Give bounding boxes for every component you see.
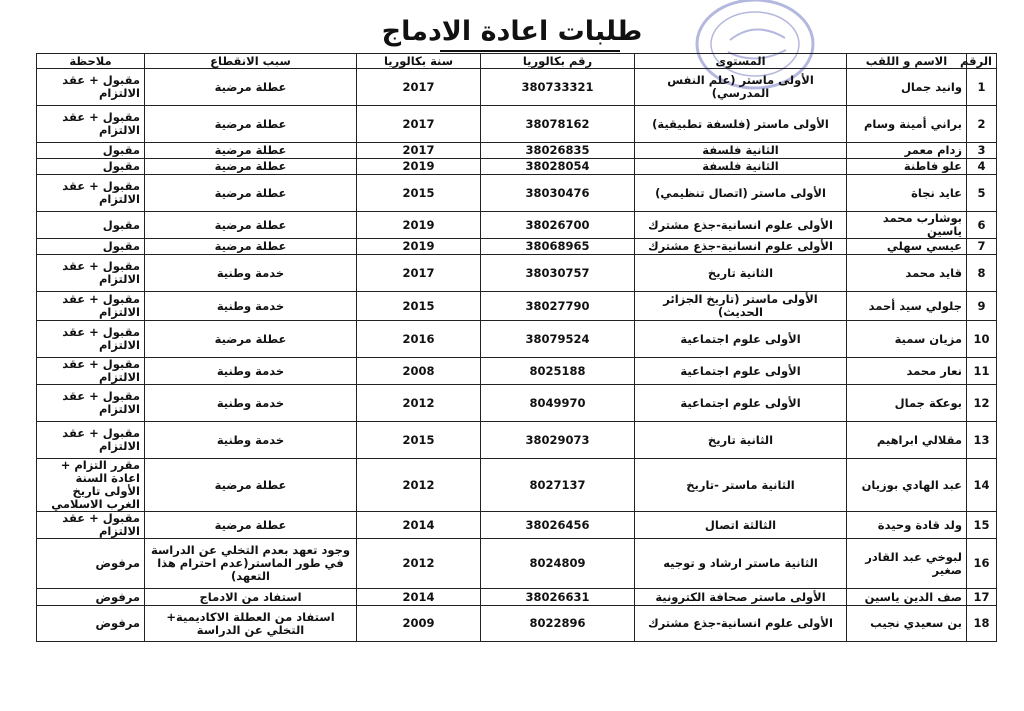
- row-bac-number: 8024809: [481, 539, 635, 589]
- table-row: [37, 239, 997, 255]
- row-note: مقرر التزام + اعادة السنة الأولى تاريخ الغرب الاسلامي: [37, 459, 145, 512]
- row-bac-year: 2015: [357, 292, 481, 321]
- table-row: [37, 358, 997, 385]
- row-level: الثانية ماستر -تاريخ: [635, 459, 847, 512]
- row-note: مقبول + عقد الالتزام: [37, 292, 145, 321]
- table-row: [37, 159, 997, 175]
- row-level: الأولى علوم انسانية-جذع مشترك: [635, 239, 847, 255]
- row-bac-year: 2016: [357, 321, 481, 358]
- title-underline: [440, 50, 620, 52]
- row-number: 14: [967, 459, 997, 512]
- row-note: مقبول: [37, 212, 145, 239]
- row-bac-year: 2019: [357, 212, 481, 239]
- row-bac-year: 2012: [357, 459, 481, 512]
- row-bac-year: 2009: [357, 606, 481, 642]
- row-note: مقبول: [37, 239, 145, 255]
- row-bac-number: 8049970: [481, 385, 635, 422]
- row-bac-year: 2017: [357, 255, 481, 292]
- row-level: الأولى ماستر (اتصال تنظيمي): [635, 175, 847, 212]
- table-row: [37, 459, 997, 512]
- row-name: عيسي سهلي: [847, 239, 967, 255]
- row-number: 13: [967, 422, 997, 459]
- row-reason: استفاد من الادماج: [145, 589, 357, 606]
- row-bac-number: 38030476: [481, 175, 635, 212]
- row-level: الثانية تاريخ: [635, 255, 847, 292]
- row-number: 12: [967, 385, 997, 422]
- row-number: 18: [967, 606, 997, 642]
- row-bac-number: 38030757: [481, 255, 635, 292]
- table-row: [37, 255, 997, 292]
- row-bac-number: 38026631: [481, 589, 635, 606]
- row-name: بوشارب محمد ياسين: [847, 212, 967, 239]
- row-name: براني أمينة وسام: [847, 106, 967, 143]
- row-note: مقبول + عقد الالتزام: [37, 321, 145, 358]
- row-note: مقبول + عقد الالتزام: [37, 69, 145, 106]
- table-row: [37, 321, 997, 358]
- row-note: مقبول: [37, 159, 145, 175]
- table-row: [37, 212, 997, 239]
- header-level: المستوى: [635, 54, 847, 69]
- row-level: الأولى علوم اجتماعية: [635, 321, 847, 358]
- row-note: مرفوض: [37, 589, 145, 606]
- row-bac-number: 8025188: [481, 358, 635, 385]
- row-note: مقبول + عقد الالتزام: [37, 255, 145, 292]
- row-bac-number: 38027790: [481, 292, 635, 321]
- row-bac-year: 2008: [357, 358, 481, 385]
- row-number: 15: [967, 512, 997, 539]
- row-number: 9: [967, 292, 997, 321]
- row-number: 7: [967, 239, 997, 255]
- row-reason: خدمة وطنية: [145, 255, 357, 292]
- row-bac-year: 2015: [357, 175, 481, 212]
- row-number: 4: [967, 159, 997, 175]
- row-reason: استفاد من العطلة الاكاديمية+ التخلي عن الدراسة: [145, 606, 357, 642]
- table-row: [37, 606, 997, 642]
- row-reason: وجود تعهد بعدم التخلي عن الدراسة في طور الماستر(عدم احترام هذا التعهد): [145, 539, 357, 589]
- row-level: الأولى ماستر (علم النفس المدرسي): [635, 69, 847, 106]
- row-bac-number: 8027137: [481, 459, 635, 512]
- row-name: لبوخي عبد القادر صغير: [847, 539, 967, 589]
- row-note: مقبول + عقد الالتزام: [37, 106, 145, 143]
- header-bac-year: سنة بكالوريا: [357, 54, 481, 69]
- row-bac-year: 2017: [357, 69, 481, 106]
- row-name: عايد نجاة: [847, 175, 967, 212]
- row-level: الثانية فلسفة: [635, 143, 847, 159]
- row-bac-number: 380733321: [481, 69, 635, 106]
- row-bac-number: 38028054: [481, 159, 635, 175]
- row-level: الثانية تاريخ: [635, 422, 847, 459]
- row-name: مقلالي ابراهيم: [847, 422, 967, 459]
- row-reason: خدمة وطنية: [145, 385, 357, 422]
- row-reason: خدمة وطنية: [145, 358, 357, 385]
- row-bac-number: 38026456: [481, 512, 635, 539]
- row-note: مقبول + عقد الالتزام: [37, 175, 145, 212]
- row-bac-number: 38029073: [481, 422, 635, 459]
- row-reason: خدمة وطنية: [145, 292, 357, 321]
- row-name: زدام معمر: [847, 143, 967, 159]
- table-row: [37, 143, 997, 159]
- row-reason: عطلة مرضية: [145, 106, 357, 143]
- row-name: جلولي سيد أحمد: [847, 292, 967, 321]
- table-row: [37, 539, 997, 589]
- row-reason: عطلة مرضية: [145, 175, 357, 212]
- row-level: الأولى ماستر صحافة الكترونية: [635, 589, 847, 606]
- row-name: بن سعيدي نجيب: [847, 606, 967, 642]
- row-name: ولد قادة وحيدة: [847, 512, 967, 539]
- table-header-row: [37, 54, 997, 69]
- table-row: [37, 385, 997, 422]
- row-reason: عطلة مرضية: [145, 512, 357, 539]
- row-bac-number: 38026835: [481, 143, 635, 159]
- row-level: الثانية فلسفة: [635, 159, 847, 175]
- row-level: الثالثة اتصال: [635, 512, 847, 539]
- header-note: ملاحظة: [37, 54, 145, 69]
- table-row: [37, 292, 997, 321]
- row-level: الأولى علوم انسانية-جذع مشترك: [635, 212, 847, 239]
- row-reason: عطلة مرضية: [145, 459, 357, 512]
- row-number: 16: [967, 539, 997, 589]
- row-note: مقبول + عقد الالتزام: [37, 512, 145, 539]
- row-bac-year: 2012: [357, 385, 481, 422]
- row-bac-year: 2017: [357, 143, 481, 159]
- table-row: [37, 422, 997, 459]
- header-name: الاسم و اللقب: [847, 54, 967, 69]
- row-bac-number: 38079524: [481, 321, 635, 358]
- header-num: الرقم: [967, 54, 997, 69]
- row-bac-year: 2012: [357, 539, 481, 589]
- row-name: مزيان سمية: [847, 321, 967, 358]
- row-note: مقبول + عقد الالتزام: [37, 358, 145, 385]
- row-reason: عطلة مرضية: [145, 69, 357, 106]
- row-name: وانيد جمال: [847, 69, 967, 106]
- table-row: [37, 175, 997, 212]
- row-number: 2: [967, 106, 997, 143]
- table-row: [37, 512, 997, 539]
- row-note: مقبول: [37, 143, 145, 159]
- row-bac-number: 38068965: [481, 239, 635, 255]
- page-title: طلبات اعادة الادماج: [381, 16, 643, 47]
- row-bac-number: 8022896: [481, 606, 635, 642]
- row-level: الأولى علوم انسانية-جذع مشترك: [635, 606, 847, 642]
- row-bac-year: 2019: [357, 159, 481, 175]
- row-reason: خدمة وطنية: [145, 422, 357, 459]
- row-note: مرفوض: [37, 606, 145, 642]
- row-bac-year: 2017: [357, 106, 481, 143]
- row-note: مقبول + عقد الالتزام: [37, 385, 145, 422]
- row-reason: عطلة مرضية: [145, 239, 357, 255]
- table-row: [37, 69, 997, 106]
- reintegration-requests-table: [36, 53, 997, 642]
- row-name: عبد الهادي بوزيان: [847, 459, 967, 512]
- row-note: مقبول + عقد الالتزام: [37, 422, 145, 459]
- row-reason: عطلة مرضية: [145, 212, 357, 239]
- row-level: الأولى ماستر (فلسفة تطبيقية): [635, 106, 847, 143]
- row-name: علو فاطنة: [847, 159, 967, 175]
- header-bac-number: رقم بكالوريا: [481, 54, 635, 69]
- table-row: [37, 589, 997, 606]
- row-number: 3: [967, 143, 997, 159]
- row-name: صف الدين ياسين: [847, 589, 967, 606]
- row-number: 17: [967, 589, 997, 606]
- row-number: 10: [967, 321, 997, 358]
- table-row: [37, 106, 997, 143]
- row-number: 8: [967, 255, 997, 292]
- row-note: مرفوض: [37, 539, 145, 589]
- row-bac-year: 2015: [357, 422, 481, 459]
- header-reason: سبب الانقطاع: [145, 54, 357, 69]
- row-number: 6: [967, 212, 997, 239]
- row-reason: عطلة مرضية: [145, 321, 357, 358]
- row-bac-year: 2019: [357, 239, 481, 255]
- row-level: الأولى ماستر (تاريخ الجزائر الحديث): [635, 292, 847, 321]
- row-bac-number: 38078162: [481, 106, 635, 143]
- row-number: 1: [967, 69, 997, 106]
- row-level: الأولى علوم اجتماعية: [635, 358, 847, 385]
- row-level: الأولى علوم اجتماعية: [635, 385, 847, 422]
- row-name: قايد محمد: [847, 255, 967, 292]
- row-reason: عطلة مرضية: [145, 159, 357, 175]
- row-bac-number: 38026700: [481, 212, 635, 239]
- row-level: الثانية ماستر ارشاد و توجيه: [635, 539, 847, 589]
- row-number: 11: [967, 358, 997, 385]
- row-number: 5: [967, 175, 997, 212]
- row-bac-year: 2014: [357, 589, 481, 606]
- row-name: نعار محمد: [847, 358, 967, 385]
- row-bac-year: 2014: [357, 512, 481, 539]
- row-name: بوعكة جمال: [847, 385, 967, 422]
- row-reason: عطلة مرضية: [145, 143, 357, 159]
